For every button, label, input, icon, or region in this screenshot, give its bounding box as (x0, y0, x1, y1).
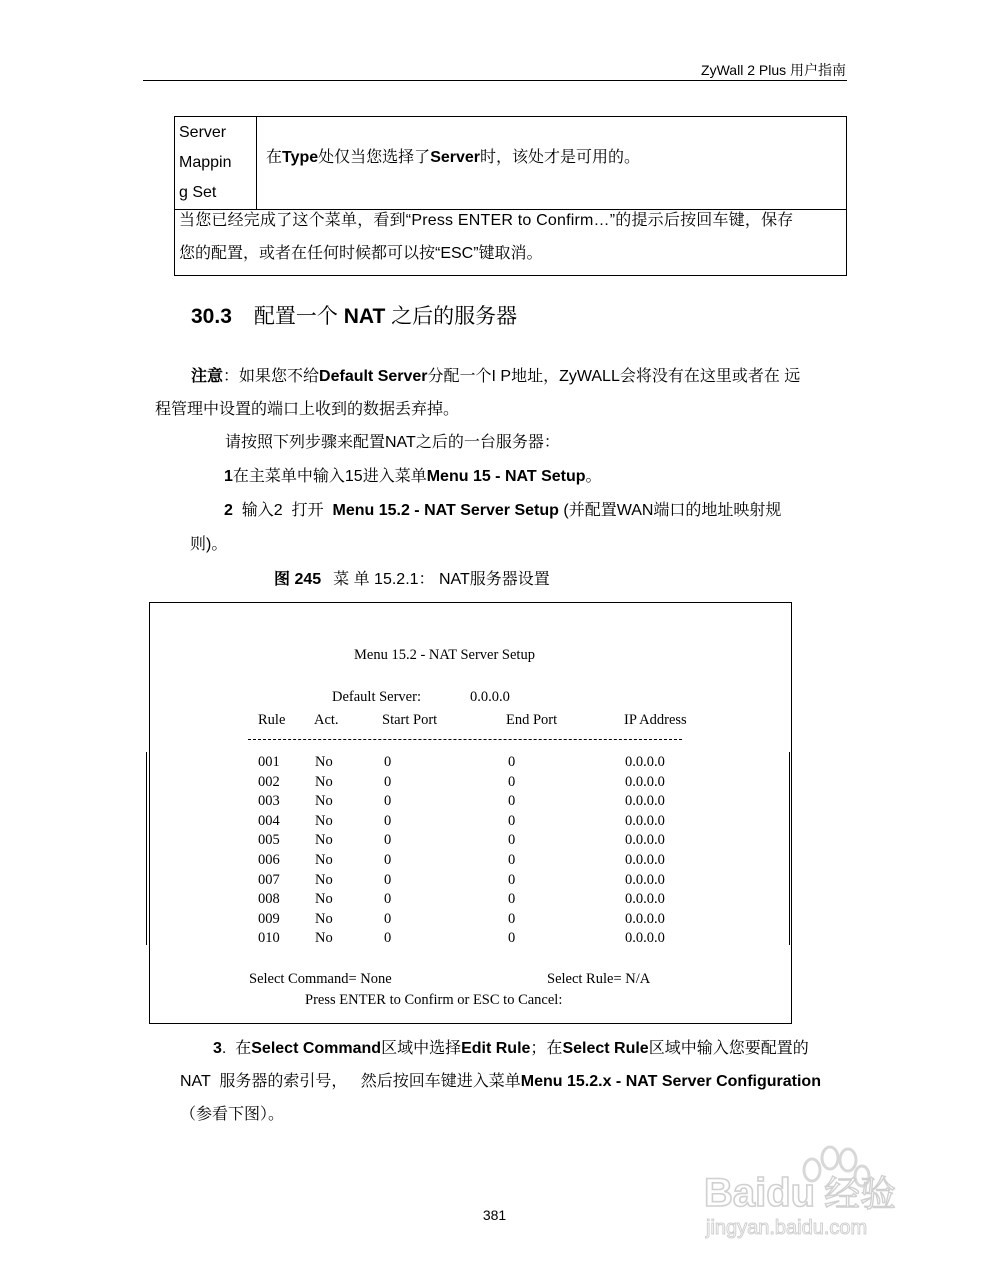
paw-toe-icon (822, 1147, 838, 1169)
rule-cell: 0.0.0.0 (625, 891, 665, 908)
figure-label: 图 245 (274, 571, 322, 588)
desc-text: 在 (266, 149, 283, 166)
rule-cell: 002 (258, 773, 280, 790)
rule-cell: 0 (384, 793, 392, 810)
watermark-brand-cn: 经验 (824, 1174, 897, 1215)
rule-cell: 0 (508, 930, 516, 947)
rule-cell: 0 (508, 812, 516, 829)
note-paragraph (191, 366, 800, 388)
rule-cell: 001 (258, 754, 280, 770)
step-text: (并配置WAN端口的地址映射规 (558, 502, 782, 519)
rule-cell: No (315, 930, 333, 947)
rule-cell: No (315, 832, 333, 849)
rule-cell: 0 (508, 832, 516, 849)
rule-cell: 0 (384, 832, 392, 849)
terminal-screen (149, 602, 792, 1024)
rule-cell: 0 (384, 910, 392, 927)
table-note-line: 您的配置，或者在任何时候都可以按“ESC”键取消。 (179, 245, 543, 262)
rule-cell: 0 (508, 773, 516, 790)
rule-cell: 0.0.0.0 (625, 832, 665, 849)
rule-cell: 0 (384, 852, 392, 868)
rule-cell: 010 (258, 930, 280, 947)
rule-cell: 0 (508, 793, 516, 810)
header-rule (143, 80, 847, 81)
header-separator (248, 739, 682, 740)
step-bold: Menu 15.2.x - NAT Server Configuration (520, 1073, 821, 1090)
note-paragraph-line2: 程管理中设置的端口上收到的数据丢弃掉。 (155, 401, 460, 418)
section-number: 30.3 (191, 305, 232, 328)
step-text: 输入2 打开 (232, 502, 333, 519)
step-bold: Menu 15.2 - NAT Server Setup (332, 502, 559, 519)
rule-cell: 0.0.0.0 (625, 773, 665, 790)
rule-cell: No (315, 812, 333, 829)
baidu-watermark (700, 1130, 940, 1270)
section-heading (191, 300, 517, 330)
rule-cell: No (315, 754, 333, 770)
desc-text: 处仅当您选择了 (318, 149, 431, 166)
rule-cell: 0.0.0.0 (625, 930, 665, 947)
rule-cell: 0.0.0.0 (625, 910, 665, 927)
confirm-prompt: Press ENTER to Confirm or ESC to Cancel: (305, 992, 563, 1008)
step-number: 3 (213, 1040, 222, 1057)
step-text: 。 (585, 468, 602, 485)
step-bold: Select Command (251, 1040, 382, 1057)
terminal-title: Menu 15.2 - NAT Server Setup (354, 647, 535, 663)
section-title: 配置一个 (253, 305, 338, 328)
rule-cell: 007 (258, 871, 280, 888)
desc-bold: Type (282, 149, 319, 166)
rule-cell: No (315, 773, 333, 790)
table-label-line: Mappin (179, 154, 232, 171)
step-text: 区域中输入您要配置的 (648, 1040, 809, 1057)
watermark-url: jingyan.baidu.com (706, 1217, 868, 1239)
column-header-end-port: End Port (506, 712, 558, 728)
rule-cell: 0 (384, 871, 392, 888)
note-bold: Default Server (319, 368, 428, 385)
default-server-label: Default Server: (332, 689, 421, 705)
rule-cell: 0.0.0.0 (625, 871, 665, 888)
rule-cell: 005 (258, 832, 280, 849)
terminal-side-line (146, 752, 147, 945)
rule-cell: 006 (258, 852, 280, 868)
rule-cell: No (315, 793, 333, 810)
step-text: ；在 (530, 1040, 563, 1057)
rule-cell: No (315, 891, 333, 908)
rule-cell: 0 (384, 812, 392, 829)
section-title: 之后的服务器 (391, 305, 518, 328)
header-title: ZyWall 2 Plus 用户指南 (701, 62, 846, 78)
rule-cell: 0 (508, 754, 516, 770)
table-label-line: g Set (179, 184, 217, 201)
step-1 (224, 466, 602, 488)
rule-cell: 0 (508, 910, 516, 927)
rule-cell: 003 (258, 793, 280, 810)
select-command: Select Command= None (249, 971, 392, 987)
rule-cell: 0 (384, 930, 392, 947)
rule-cell: 0 (508, 891, 516, 908)
table-description-cell (266, 147, 640, 169)
watermark-brand: Baidu (704, 1171, 816, 1215)
rule-cell: 0 (508, 852, 516, 868)
figure-caption-text: 菜 单 15.2.1： NAT服务器设置 (333, 571, 550, 588)
rule-cell: 0.0.0.0 (625, 812, 665, 829)
desc-bold: Server (430, 149, 481, 166)
table-note-line: 当您已经完成了这个菜单，看到“Press ENTER to Confirm…”的提示后按回车键，保存 (179, 212, 794, 229)
rule-cell: 0.0.0.0 (625, 852, 665, 868)
steps-intro: 请按照下列步骤来配置NAT之后的一台服务器： (225, 434, 560, 451)
rule-cell: No (315, 852, 333, 868)
table-column-divider (256, 116, 257, 210)
terminal-side-line (789, 752, 790, 945)
step-bold: Select Rule (562, 1040, 649, 1057)
step-number: 2 (224, 502, 233, 519)
step-3-line2 (180, 1071, 821, 1093)
rule-cell: 0 (508, 871, 516, 888)
column-header-rule: Rule (258, 712, 286, 728)
column-header-act: Act. (314, 712, 339, 728)
note-label: 注意 (191, 368, 224, 385)
rule-cell: 0.0.0.0 (625, 754, 665, 770)
rule-cell: 009 (258, 910, 280, 927)
select-rule: Select Rule= N/A (547, 971, 651, 987)
step-number: 1 (224, 468, 233, 485)
step-2 (224, 500, 781, 522)
note-text: ：如果您不给 (223, 368, 320, 385)
column-header-ip-address: IP Address (624, 712, 687, 728)
step-3 (213, 1038, 809, 1060)
step-2-line2: 则)。 (190, 536, 228, 553)
rule-cell: 0.0.0.0 (625, 793, 665, 810)
rule-cell: 004 (258, 812, 280, 829)
rule-cell: No (315, 910, 333, 927)
step-text: . 在 (221, 1040, 252, 1057)
column-header-start-port: Start Port (382, 712, 438, 728)
rule-cell: No (315, 871, 333, 888)
paw-toe-icon (840, 1149, 856, 1171)
rule-cell: 0 (384, 891, 392, 908)
step-text: NAT 服务器的索引号， 然后按回车键进入菜单 (180, 1073, 521, 1090)
rule-cell: 008 (258, 891, 280, 908)
page-number: 381 (482, 1207, 507, 1223)
default-server-value: 0.0.0.0 (470, 689, 510, 705)
table-label-line: Server (179, 124, 227, 141)
rule-cell: 0 (384, 773, 392, 790)
step-3-line3: （参看下图）。 (180, 1106, 285, 1123)
figure-caption (274, 566, 550, 589)
step-bold: Edit Rule (461, 1040, 531, 1057)
step-bold: Menu 15 - NAT Setup (426, 468, 586, 485)
desc-text: 时，该处才是可用的。 (480, 149, 641, 166)
step-text: 区域中选择 (381, 1040, 462, 1057)
rule-cell: 0 (384, 754, 392, 770)
step-text: 在主菜单中输入15进入菜单 (232, 468, 427, 485)
section-title: NAT (343, 305, 386, 328)
table-label-cell (179, 118, 253, 208)
note-text: 分配一个I P地址，ZyWALL会将没有在这里或者在 远 (427, 368, 801, 385)
